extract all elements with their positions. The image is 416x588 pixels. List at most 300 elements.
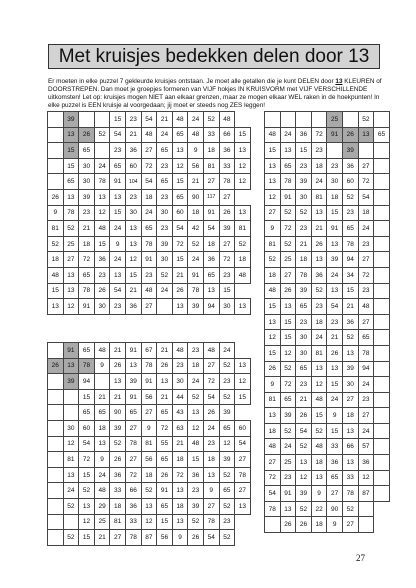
grid-cell[interactable]: 24 bbox=[110, 221, 126, 237]
grid-cell[interactable]: 18 bbox=[172, 452, 188, 468]
grid-cell[interactable] bbox=[374, 392, 390, 408]
grid-cell[interactable]: 56 bbox=[141, 389, 157, 405]
grid-cell[interactable]: 48 bbox=[172, 112, 188, 128]
grid-cell[interactable]: 18 bbox=[110, 498, 126, 514]
grid-cell[interactable]: 65 bbox=[327, 470, 343, 486]
grid-cell[interactable]: 65 bbox=[374, 127, 390, 143]
grid-cell[interactable]: 23 bbox=[125, 189, 141, 205]
grid-cell[interactable]: 43 bbox=[172, 405, 188, 421]
grid-cell[interactable]: 33 bbox=[219, 158, 235, 174]
grid-cell[interactable]: 22 bbox=[311, 501, 327, 517]
grid-cell[interactable] bbox=[63, 405, 79, 421]
grid-cell[interactable]: 13 bbox=[311, 252, 327, 268]
grid-cell[interactable]: 39 bbox=[63, 374, 79, 390]
grid-cell[interactable]: 13 bbox=[342, 345, 358, 361]
grid-cell[interactable]: 12 bbox=[235, 374, 251, 390]
grid-cell[interactable]: 27 bbox=[342, 392, 358, 408]
grid-cell[interactable]: 72 bbox=[157, 420, 173, 436]
grid-cell[interactable]: 72 bbox=[311, 127, 327, 143]
grid-cell[interactable]: 91 bbox=[327, 127, 343, 143]
grid-cell[interactable]: 18 bbox=[265, 267, 281, 283]
grid-cell[interactable] bbox=[265, 517, 281, 533]
grid-cell[interactable]: 15 bbox=[110, 112, 126, 128]
grid-cell[interactable]: 12 bbox=[79, 514, 95, 530]
grid-cell[interactable]: 13 bbox=[110, 189, 126, 205]
grid-cell[interactable]: 13 bbox=[94, 436, 110, 452]
grid-cell[interactable]: 27 bbox=[265, 205, 281, 221]
grid-cell[interactable]: 33 bbox=[110, 483, 126, 499]
grid-cell[interactable]: 27 bbox=[327, 486, 343, 502]
grid-cell[interactable]: 48 bbox=[235, 267, 251, 283]
grid-cell[interactable]: 18 bbox=[172, 498, 188, 514]
grid-cell[interactable]: 27 bbox=[342, 517, 358, 533]
grid-cell[interactable]: 9 bbox=[94, 358, 110, 374]
grid-cell[interactable]: 39 bbox=[327, 252, 343, 268]
grid-cell[interactable]: 12 bbox=[63, 436, 79, 452]
grid-cell[interactable]: 15 bbox=[63, 158, 79, 174]
grid-cell[interactable]: 34 bbox=[342, 267, 358, 283]
grid-cell[interactable]: 24 bbox=[358, 377, 374, 393]
grid-cell[interactable]: 39 bbox=[188, 498, 204, 514]
grid-cell[interactable]: 65 bbox=[358, 330, 374, 346]
grid-cell[interactable]: 26 bbox=[48, 189, 64, 205]
grid-cell[interactable]: 78 bbox=[342, 486, 358, 502]
grid-cell[interactable]: 21 bbox=[125, 283, 141, 299]
grid-cell[interactable]: 94 bbox=[79, 374, 95, 390]
grid-cell[interactable]: 26 bbox=[172, 283, 188, 299]
grid-cell[interactable]: 13 bbox=[235, 143, 251, 159]
grid-cell[interactable]: 94 bbox=[203, 299, 219, 315]
grid-cell[interactable]: 18 bbox=[311, 314, 327, 330]
grid-cell[interactable]: 39 bbox=[219, 452, 235, 468]
grid-cell[interactable]: 54 bbox=[110, 283, 126, 299]
grid-cell[interactable]: 15 bbox=[265, 143, 281, 159]
grid-cell[interactable]: 33 bbox=[327, 439, 343, 455]
grid-cell[interactable]: 23 bbox=[296, 221, 312, 237]
grid-cell[interactable] bbox=[374, 158, 390, 174]
grid-cell[interactable]: 13 bbox=[265, 174, 281, 190]
grid-cell[interactable]: 24 bbox=[157, 127, 173, 143]
grid-cell[interactable]: 27 bbox=[265, 455, 281, 471]
grid-cell[interactable]: 48 bbox=[265, 439, 281, 455]
grid-cell[interactable]: 78 bbox=[188, 283, 204, 299]
grid-cell[interactable]: 36 bbox=[110, 467, 126, 483]
grid-cell[interactable]: 55 bbox=[157, 436, 173, 452]
grid-cell[interactable]: 56 bbox=[157, 530, 173, 546]
grid-cell[interactable] bbox=[265, 112, 281, 128]
grid-cell[interactable]: 9 bbox=[172, 530, 188, 546]
grid-cell[interactable]: 15 bbox=[172, 174, 188, 190]
grid-cell[interactable]: 30 bbox=[219, 299, 235, 315]
grid-cell[interactable]: 52 bbox=[280, 423, 296, 439]
grid-cell[interactable]: 9 bbox=[94, 452, 110, 468]
grid-cell[interactable] bbox=[94, 374, 110, 390]
grid-cell[interactable]: 78 bbox=[296, 267, 312, 283]
grid-cell[interactable]: 12 bbox=[219, 436, 235, 452]
grid-cell[interactable]: 48 bbox=[188, 436, 204, 452]
grid-cell[interactable]: 12 bbox=[94, 205, 110, 221]
grid-cell[interactable]: 13 bbox=[63, 127, 79, 143]
grid-cell[interactable]: 52 bbox=[280, 205, 296, 221]
grid-cell[interactable]: 23 bbox=[296, 158, 312, 174]
grid-cell[interactable]: 26 bbox=[342, 127, 358, 143]
grid-cell[interactable]: 78 bbox=[203, 514, 219, 530]
grid-cell[interactable]: 13 bbox=[235, 205, 251, 221]
grid-cell[interactable]: 54 bbox=[296, 423, 312, 439]
grid-cell[interactable]: 78 bbox=[141, 236, 157, 252]
grid-cell[interactable]: 33 bbox=[342, 470, 358, 486]
grid-cell[interactable]: 52 bbox=[342, 501, 358, 517]
grid-cell[interactable]: 27 bbox=[358, 408, 374, 424]
grid-cell[interactable]: 33 bbox=[203, 127, 219, 143]
grid-cell[interactable]: 26 bbox=[157, 467, 173, 483]
grid-cell[interactable]: 65 bbox=[157, 174, 173, 190]
grid-cell[interactable]: 13 bbox=[280, 299, 296, 315]
grid-cell[interactable]: 18 bbox=[203, 452, 219, 468]
grid-cell[interactable]: 30 bbox=[157, 252, 173, 268]
grid-cell[interactable]: 13 bbox=[63, 189, 79, 205]
grid-cell[interactable]: 9 bbox=[327, 517, 343, 533]
grid-cell[interactable]: 57 bbox=[358, 439, 374, 455]
grid-cell[interactable]: 25 bbox=[63, 236, 79, 252]
grid-cell[interactable]: 24 bbox=[327, 267, 343, 283]
grid-cell[interactable]: 13 bbox=[172, 514, 188, 530]
grid-cell[interactable] bbox=[374, 345, 390, 361]
grid-cell[interactable]: 91 bbox=[157, 483, 173, 499]
grid-cell[interactable]: 25 bbox=[327, 112, 343, 128]
grid-cell[interactable]: 21 bbox=[342, 299, 358, 315]
grid-cell[interactable]: 81 bbox=[265, 236, 281, 252]
grid-cell[interactable]: 23 bbox=[358, 236, 374, 252]
grid-cell[interactable]: 36 bbox=[327, 455, 343, 471]
grid-cell[interactable]: 52 bbox=[79, 483, 95, 499]
grid-cell[interactable]: 91 bbox=[110, 174, 126, 190]
grid-cell[interactable]: 12 bbox=[358, 470, 374, 486]
grid-cell[interactable]: 23 bbox=[157, 189, 173, 205]
grid-cell[interactable] bbox=[48, 514, 64, 530]
grid-cell[interactable]: 30 bbox=[172, 374, 188, 390]
grid-cell[interactable]: 24 bbox=[358, 423, 374, 439]
grid-cell[interactable] bbox=[48, 127, 64, 143]
grid-cell[interactable]: 39 bbox=[63, 112, 79, 128]
grid-cell[interactable]: 13 bbox=[157, 374, 173, 390]
grid-cell[interactable]: 60 bbox=[235, 420, 251, 436]
grid-cell[interactable]: 18 bbox=[141, 189, 157, 205]
grid-cell[interactable]: 48 bbox=[94, 221, 110, 237]
grid-cell[interactable]: 13 bbox=[265, 158, 281, 174]
grid-cell[interactable]: 39 bbox=[280, 408, 296, 424]
grid-cell[interactable]: 30 bbox=[296, 330, 312, 346]
grid-cell[interactable]: 15 bbox=[48, 283, 64, 299]
grid-cell[interactable]: 9 bbox=[265, 377, 281, 393]
grid-cell[interactable]: 60 bbox=[79, 420, 95, 436]
grid-cell[interactable]: 9 bbox=[265, 221, 281, 237]
grid-cell[interactable] bbox=[48, 112, 64, 128]
grid-cell[interactable]: 60 bbox=[125, 158, 141, 174]
grid-cell[interactable]: 27 bbox=[219, 189, 235, 205]
grid-cell[interactable] bbox=[374, 377, 390, 393]
grid-cell[interactable] bbox=[48, 452, 64, 468]
grid-cell[interactable]: 23 bbox=[327, 158, 343, 174]
grid-cell[interactable]: 87 bbox=[141, 530, 157, 546]
grid-cell[interactable]: 81 bbox=[203, 158, 219, 174]
grid-cell[interactable]: 15 bbox=[188, 452, 204, 468]
grid-cell[interactable]: 21 bbox=[157, 389, 173, 405]
grid-cell[interactable]: 21 bbox=[311, 221, 327, 237]
grid-cell[interactable]: 42 bbox=[188, 221, 204, 237]
grid-cell[interactable]: 65 bbox=[79, 267, 95, 283]
grid-cell[interactable]: 65 bbox=[157, 498, 173, 514]
grid-cell[interactable]: 23 bbox=[358, 392, 374, 408]
grid-cell[interactable]: 21 bbox=[94, 389, 110, 405]
grid-cell[interactable]: 27 bbox=[141, 143, 157, 159]
grid-cell[interactable]: 54 bbox=[79, 436, 95, 452]
grid-cell[interactable] bbox=[358, 517, 374, 533]
grid-cell[interactable]: 23 bbox=[311, 299, 327, 315]
grid-cell[interactable]: 36 bbox=[296, 127, 312, 143]
grid-cell[interactable]: 23 bbox=[94, 267, 110, 283]
grid-cell[interactable]: 72 bbox=[172, 236, 188, 252]
grid-cell[interactable]: 78 bbox=[358, 345, 374, 361]
grid-cell[interactable]: 48 bbox=[265, 127, 281, 143]
grid-cell[interactable]: 21 bbox=[172, 267, 188, 283]
grid-cell[interactable]: 21 bbox=[188, 174, 204, 190]
grid-cell[interactable]: 12 bbox=[311, 377, 327, 393]
grid-cell[interactable]: 72 bbox=[172, 467, 188, 483]
grid-cell[interactable]: 21 bbox=[296, 392, 312, 408]
grid-cell[interactable]: 15 bbox=[235, 127, 251, 143]
grid-cell[interactable]: 12 bbox=[172, 158, 188, 174]
grid-cell[interactable]: 91 bbox=[280, 189, 296, 205]
grid-cell[interactable]: 52 bbox=[188, 389, 204, 405]
grid-cell[interactable]: 104 bbox=[125, 174, 141, 190]
grid-cell[interactable]: 24 bbox=[280, 439, 296, 455]
grid-cell[interactable]: 13 bbox=[110, 374, 126, 390]
grid-cell[interactable]: 13 bbox=[311, 361, 327, 377]
grid-cell[interactable]: 52 bbox=[219, 530, 235, 546]
grid-cell[interactable]: 91 bbox=[63, 343, 79, 359]
grid-cell[interactable]: 117 bbox=[203, 189, 219, 205]
grid-cell[interactable]: 12 bbox=[188, 420, 204, 436]
grid-cell[interactable]: 15 bbox=[280, 314, 296, 330]
grid-cell[interactable]: 13 bbox=[63, 267, 79, 283]
grid-cell[interactable]: 52 bbox=[188, 236, 204, 252]
grid-cell[interactable]: 26 bbox=[94, 283, 110, 299]
grid-cell[interactable]: 9 bbox=[110, 236, 126, 252]
grid-cell[interactable]: 13 bbox=[172, 299, 188, 315]
grid-cell[interactable]: 18 bbox=[311, 158, 327, 174]
grid-cell[interactable]: 65 bbox=[157, 452, 173, 468]
grid-cell[interactable]: 65 bbox=[280, 158, 296, 174]
grid-cell[interactable]: 65 bbox=[110, 158, 126, 174]
grid-cell[interactable]: 91 bbox=[79, 299, 95, 315]
grid-cell[interactable]: 18 bbox=[188, 358, 204, 374]
grid-cell[interactable]: 13 bbox=[280, 143, 296, 159]
grid-cell[interactable]: 13 bbox=[125, 236, 141, 252]
grid-cell[interactable]: 21 bbox=[125, 127, 141, 143]
grid-cell[interactable]: 12 bbox=[235, 174, 251, 190]
grid-cell[interactable]: 91 bbox=[280, 486, 296, 502]
grid-cell[interactable]: 90 bbox=[110, 405, 126, 421]
grid-cell[interactable]: 12 bbox=[141, 514, 157, 530]
grid-cell[interactable]: 30 bbox=[79, 174, 95, 190]
grid-cell[interactable]: 36 bbox=[188, 467, 204, 483]
grid-cell[interactable]: 12 bbox=[280, 345, 296, 361]
grid-cell[interactable]: 36 bbox=[358, 455, 374, 471]
grid-cell[interactable]: 15 bbox=[296, 143, 312, 159]
grid-cell[interactable]: 39 bbox=[219, 221, 235, 237]
grid-cell[interactable]: 48 bbox=[48, 267, 64, 283]
grid-cell[interactable]: 13 bbox=[311, 205, 327, 221]
grid-cell[interactable]: 18 bbox=[311, 455, 327, 471]
grid-cell[interactable] bbox=[374, 205, 390, 221]
grid-cell[interactable]: 52 bbox=[63, 530, 79, 546]
grid-cell[interactable]: 94 bbox=[358, 361, 374, 377]
grid-cell[interactable]: 78 bbox=[63, 205, 79, 221]
grid-cell[interactable]: 52 bbox=[265, 252, 281, 268]
grid-cell[interactable]: 15 bbox=[125, 267, 141, 283]
grid-cell[interactable]: 48 bbox=[311, 392, 327, 408]
grid-cell[interactable]: 60 bbox=[342, 174, 358, 190]
grid-cell[interactable]: 18 bbox=[327, 189, 343, 205]
grid-cell[interactable]: 18 bbox=[141, 467, 157, 483]
grid-cell[interactable]: 60 bbox=[172, 205, 188, 221]
grid-cell[interactable]: 36 bbox=[94, 252, 110, 268]
grid-cell[interactable]: 26 bbox=[280, 283, 296, 299]
grid-cell[interactable]: 23 bbox=[110, 143, 126, 159]
grid-cell[interactable]: 27 bbox=[141, 299, 157, 315]
grid-cell[interactable] bbox=[280, 112, 296, 128]
grid-cell[interactable]: 54 bbox=[203, 389, 219, 405]
grid-cell[interactable]: 13 bbox=[125, 358, 141, 374]
grid-cell[interactable]: 91 bbox=[188, 267, 204, 283]
grid-cell[interactable]: 39 bbox=[219, 405, 235, 421]
grid-cell[interactable]: 39 bbox=[125, 374, 141, 390]
grid-cell[interactable]: 66 bbox=[219, 127, 235, 143]
grid-cell[interactable]: 26 bbox=[157, 358, 173, 374]
grid-cell[interactable]: 24 bbox=[110, 252, 126, 268]
grid-cell[interactable]: 27 bbox=[280, 267, 296, 283]
grid-cell[interactable]: 9 bbox=[188, 143, 204, 159]
grid-cell[interactable]: 23 bbox=[342, 205, 358, 221]
grid-cell[interactable]: 48 bbox=[188, 127, 204, 143]
grid-cell[interactable]: 27 bbox=[203, 358, 219, 374]
grid-cell[interactable]: 24 bbox=[188, 252, 204, 268]
grid-cell[interactable]: 52 bbox=[219, 358, 235, 374]
grid-cell[interactable]: 65 bbox=[296, 361, 312, 377]
grid-cell[interactable] bbox=[374, 470, 390, 486]
grid-cell[interactable]: 24 bbox=[141, 205, 157, 221]
grid-cell[interactable]: 13 bbox=[296, 455, 312, 471]
grid-cell[interactable]: 54 bbox=[327, 299, 343, 315]
grid-cell[interactable]: 72 bbox=[203, 374, 219, 390]
grid-cell[interactable]: 65 bbox=[203, 267, 219, 283]
grid-cell[interactable]: 78 bbox=[125, 436, 141, 452]
grid-cell[interactable]: 12 bbox=[63, 299, 79, 315]
grid-cell[interactable] bbox=[374, 112, 390, 128]
grid-cell[interactable]: 39 bbox=[296, 283, 312, 299]
grid-cell[interactable]: 15 bbox=[79, 530, 95, 546]
grid-cell[interactable] bbox=[374, 361, 390, 377]
grid-cell[interactable]: 72 bbox=[125, 467, 141, 483]
grid-cell[interactable] bbox=[48, 483, 64, 499]
grid-cell[interactable]: 26 bbox=[203, 405, 219, 421]
grid-cell[interactable]: 52 bbox=[48, 236, 64, 252]
grid-cell[interactable]: 54 bbox=[110, 127, 126, 143]
grid-cell[interactable]: 65 bbox=[63, 174, 79, 190]
grid-cell[interactable]: 72 bbox=[219, 252, 235, 268]
grid-cell[interactable]: 23 bbox=[280, 470, 296, 486]
grid-cell[interactable]: 78 bbox=[125, 530, 141, 546]
grid-cell[interactable] bbox=[374, 221, 390, 237]
grid-cell[interactable]: 65 bbox=[79, 405, 95, 421]
grid-cell[interactable]: 72 bbox=[280, 221, 296, 237]
grid-cell[interactable]: 81 bbox=[311, 189, 327, 205]
grid-cell[interactable]: 26 bbox=[110, 358, 126, 374]
grid-cell[interactable]: 23 bbox=[219, 374, 235, 390]
grid-cell[interactable] bbox=[48, 389, 64, 405]
grid-cell[interactable]: 26 bbox=[48, 358, 64, 374]
grid-cell[interactable]: 23 bbox=[172, 358, 188, 374]
grid-cell[interactable]: 72 bbox=[280, 377, 296, 393]
grid-cell[interactable] bbox=[342, 112, 358, 128]
grid-cell[interactable]: 13 bbox=[327, 283, 343, 299]
grid-cell[interactable]: 36 bbox=[311, 267, 327, 283]
grid-cell[interactable]: 26 bbox=[219, 205, 235, 221]
grid-cell[interactable]: 15 bbox=[94, 236, 110, 252]
grid-cell[interactable]: 30 bbox=[327, 174, 343, 190]
grid-cell[interactable]: 52 bbox=[94, 127, 110, 143]
grid-cell[interactable]: 13 bbox=[172, 143, 188, 159]
grid-cell[interactable] bbox=[48, 143, 64, 159]
grid-cell[interactable]: 52 bbox=[219, 498, 235, 514]
grid-cell[interactable]: 72 bbox=[358, 267, 374, 283]
grid-cell[interactable]: 54 bbox=[141, 174, 157, 190]
grid-cell[interactable]: 52 bbox=[203, 112, 219, 128]
grid-cell[interactable] bbox=[374, 423, 390, 439]
grid-cell[interactable]: 9 bbox=[203, 483, 219, 499]
grid-cell[interactable]: 26 bbox=[296, 408, 312, 424]
grid-cell[interactable]: 27 bbox=[358, 252, 374, 268]
grid-cell[interactable]: 48 bbox=[358, 299, 374, 315]
grid-cell[interactable]: 13 bbox=[327, 361, 343, 377]
grid-cell[interactable] bbox=[94, 112, 110, 128]
grid-cell[interactable]: 72 bbox=[79, 452, 95, 468]
grid-cell[interactable]: 39 bbox=[296, 486, 312, 502]
grid-cell[interactable]: 18 bbox=[342, 408, 358, 424]
grid-cell[interactable]: 91 bbox=[125, 343, 141, 359]
grid-cell[interactable]: 44 bbox=[172, 389, 188, 405]
grid-cell[interactable]: 48 bbox=[141, 127, 157, 143]
grid-cell[interactable] bbox=[358, 501, 374, 517]
grid-cell[interactable]: 72 bbox=[79, 252, 95, 268]
grid-cell[interactable]: 12 bbox=[265, 189, 281, 205]
grid-cell[interactable] bbox=[296, 112, 312, 128]
grid-cell[interactable]: 94 bbox=[342, 252, 358, 268]
grid-cell[interactable]: 26 bbox=[327, 345, 343, 361]
grid-cell[interactable]: 25 bbox=[280, 252, 296, 268]
grid-cell[interactable]: 54 bbox=[172, 221, 188, 237]
grid-cell[interactable] bbox=[48, 158, 64, 174]
grid-cell[interactable]: 65 bbox=[342, 221, 358, 237]
grid-cell[interactable]: 9 bbox=[311, 486, 327, 502]
grid-cell[interactable]: 13 bbox=[63, 283, 79, 299]
grid-cell[interactable]: 52 bbox=[188, 514, 204, 530]
grid-cell[interactable]: 18 bbox=[203, 143, 219, 159]
grid-cell[interactable]: 78 bbox=[280, 174, 296, 190]
grid-cell[interactable]: 12 bbox=[125, 252, 141, 268]
grid-cell[interactable]: 30 bbox=[342, 377, 358, 393]
